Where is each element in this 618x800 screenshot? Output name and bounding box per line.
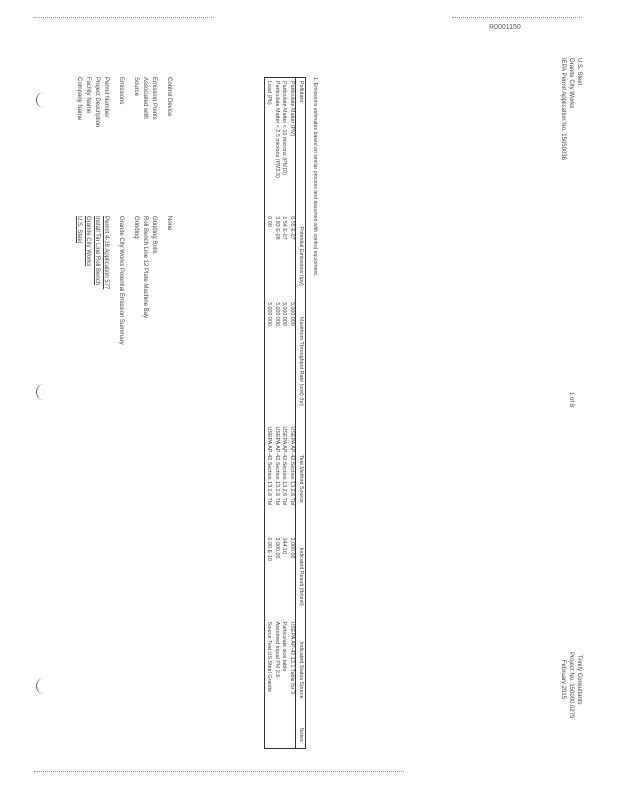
- col-header-max-throughput: Maximum Throughput Rate (unit) (hr): [296, 299, 306, 424]
- field-label-emission-points: Emission Points: [151, 77, 157, 120]
- table-cell: Lead (Pb): [265, 78, 273, 214]
- field-value-permit: Permit 4-18 Application 577: [103, 216, 109, 290]
- table-cell: 3.83 E-08: [274, 216, 280, 240]
- table-cell: USEPA AP-42 Section 13.2.6 Tbl: [274, 426, 280, 506]
- footer-application: IEPA Permit Application No. 15050036: [560, 58, 566, 160]
- table-cell: 3,000.00: [274, 537, 280, 559]
- table-cell: [273, 721, 281, 748]
- table-cell: Particulate Matter (PM): [288, 78, 296, 214]
- table-cell: 3,000.000: [265, 299, 273, 424]
- field-value-project-description: Install Tin Line Roll Bench: [94, 216, 100, 286]
- table-cell: Source Test US Steel Granite: [265, 619, 273, 722]
- field-label-permit: Permit Number: [103, 77, 109, 118]
- field-value-emission-points: Grinding Rolls: [151, 216, 157, 254]
- table-cell: 0.00 E-10: [265, 534, 273, 618]
- footer-company: U.S. Steel: [576, 58, 582, 86]
- table-cell: 3,000.00: [289, 537, 295, 559]
- table-cell: 0.00: [265, 213, 273, 299]
- table-cell: 3,000.000: [281, 301, 288, 326]
- table-cell: USEPA AP-42 Section 13.2.6 Tbl: [281, 426, 288, 506]
- col-header-potential-emissions: Potential Emissions (tpy): [296, 213, 306, 299]
- col-header-test-method: Test Method Source: [296, 423, 306, 534]
- bates-number: R0001150: [489, 24, 521, 31]
- table-cell: 3,000.000: [289, 301, 295, 326]
- col-header-indicated-result: Indicated Result (lb/unit): [296, 534, 306, 618]
- field-label-control-device: Control Device: [166, 77, 172, 117]
- table-cell: 144.10: [281, 537, 288, 554]
- table-cell: [265, 721, 273, 748]
- col-header-notes: Notes: [296, 721, 306, 748]
- table-row: [265, 78, 273, 749]
- table-cell: 0.55 E-07: [289, 216, 295, 240]
- field-value-source: Grinding: [133, 216, 139, 239]
- table-cell: USEPA AP-42 Section 13.2.6 Tbl: [265, 423, 273, 534]
- table-cell: Particulate Matter < 10 microns (PM10): [280, 78, 288, 214]
- footer-facility: Granite City Works: [568, 58, 574, 109]
- table-cell: 1.54 E-07: [281, 216, 288, 240]
- table-cell: 3,000.000: [274, 301, 280, 326]
- table-cell: Assumed equal PM 2.5: [274, 621, 280, 678]
- table-cell: [280, 721, 288, 748]
- table-cell: [288, 721, 296, 748]
- field-label-project-description: Project Description: [94, 77, 100, 128]
- emissions-table: [264, 77, 306, 749]
- field-label-source: Source: [133, 77, 139, 97]
- table-row: [273, 78, 281, 749]
- field-label-associated-with: Associated with: [142, 77, 148, 119]
- table-cell: Particulate size table: [281, 621, 288, 672]
- table-cell: USEPA AP-42 13.1 Table for 3: [289, 621, 295, 694]
- field-label-facility-name: Facility Name: [85, 77, 91, 114]
- field-value-company-name: U.S. Steel: [76, 216, 82, 244]
- table-cell: Particulate Matter < 2.5 microns (PM2.5): [273, 78, 281, 214]
- col-header-indicated-status: Indicated Status Source: [296, 619, 306, 722]
- table-row: [280, 78, 288, 749]
- page-number: 1 of 8: [568, 392, 574, 408]
- report-date: February 2015: [560, 660, 566, 700]
- col-header-pollutant: Pollutant: [296, 78, 306, 214]
- project-number: Project No. 150000.0279: [568, 652, 574, 719]
- field-label-company-name: Company Name: [76, 77, 82, 121]
- field-value-facility-name: Granite City Works: [85, 216, 91, 267]
- table-cell: USEPA AP-42 Section 13.2.6 Tbl: [289, 426, 295, 506]
- field-value-emissions: Granite City Works Potential Emission Summary: [118, 216, 124, 345]
- firm-name: Trinity Consultants: [576, 655, 582, 705]
- field-value-control-device: None: [166, 216, 172, 231]
- field-value-associated-with: Roll Bench Line 12 Plate Machine Bay: [142, 216, 148, 319]
- table-row: [288, 78, 296, 749]
- field-label-emissions: Emissions: [118, 77, 124, 105]
- table-footnote: 1. Emissions estimates based on similar process and assumed with control equipment.: [312, 77, 318, 277]
